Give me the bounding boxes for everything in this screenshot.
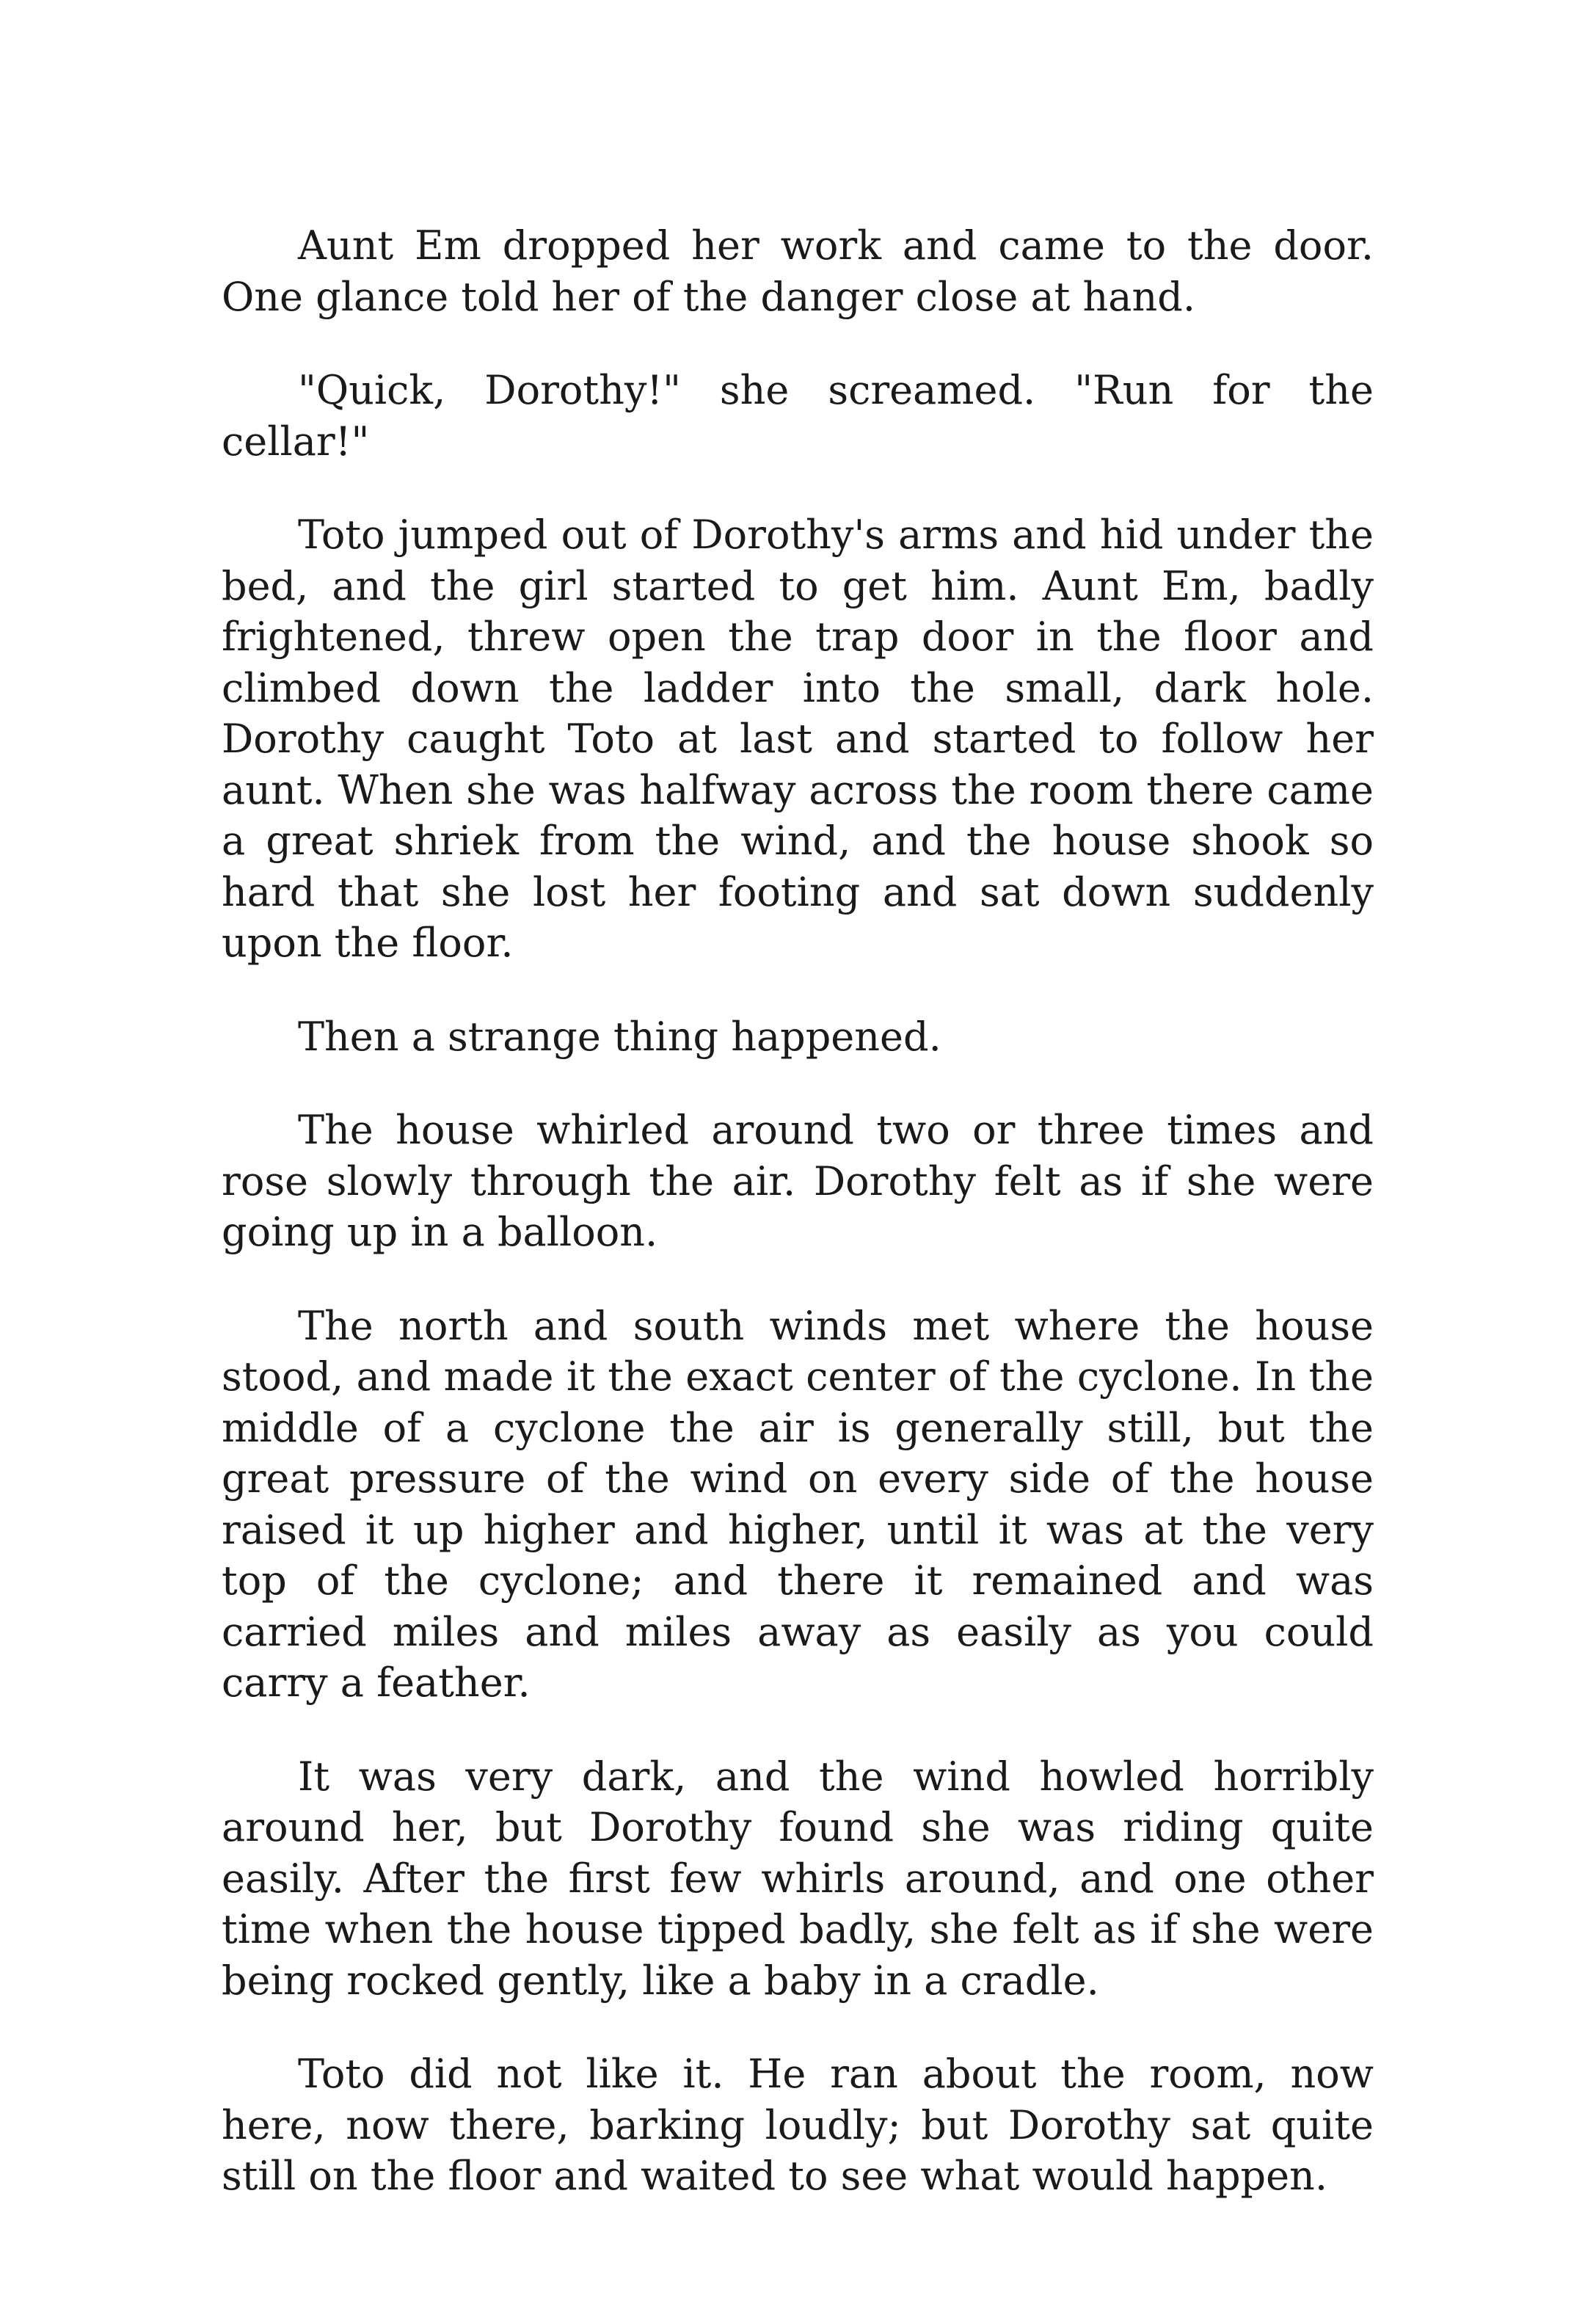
paragraph: "Quick, Dorothy!" she screamed. "Run for the cellar!" (222, 367, 1374, 465)
paragraph: It was very dark, and the wind howled horribly around her, but Dorothy found she was riding quite easily. After the first few whirls around, and one other time when the house tipped badly, she felt as if she were being rocked gently, like a baby in a cradle. (222, 1753, 1374, 2004)
paragraph: Toto jumped out of Dorothy's arms and hid under the bed, and the girl started to get him. Aunt Em, badly frightened, threw open the trap door in the floor and climbed down the ladder into the small, dark hole. Dorothy caught Toto at last and started to follow her aunt. When she was halfway across the room there came a great shriek from the wind, and the house shook so hard that she lost her footing and sat down suddenly upon the floor. (222, 512, 1374, 966)
paragraph: The house whirled around two or three times and rose slowly through the air. Dorothy felt as if she were going up in a balloon. (222, 1107, 1374, 1255)
paragraph: Then a strange thing happened. (298, 1013, 941, 1060)
page-text (222, 220, 1374, 2202)
paragraph: Toto did not like it. He ran about the room, now here, now there, barking loudly; but Dorothy sat quite still on the floor and waited to see what would happen. (222, 2051, 1374, 2199)
paragraph: The north and south winds met where the house stood, and made it the exact center of the cyclone. In the middle of a cyclone the air is generally still, but the great pressure of the wind on every side of the house raised it up higher and higher, until it was at the very top of the cyclone; and there it remained and was carried miles and miles away as easily as you could carry a feather. (222, 1302, 1374, 1706)
paragraph: Aunt Em dropped her work and came to the door. One glance told her of the danger close at hand. (222, 222, 1374, 320)
